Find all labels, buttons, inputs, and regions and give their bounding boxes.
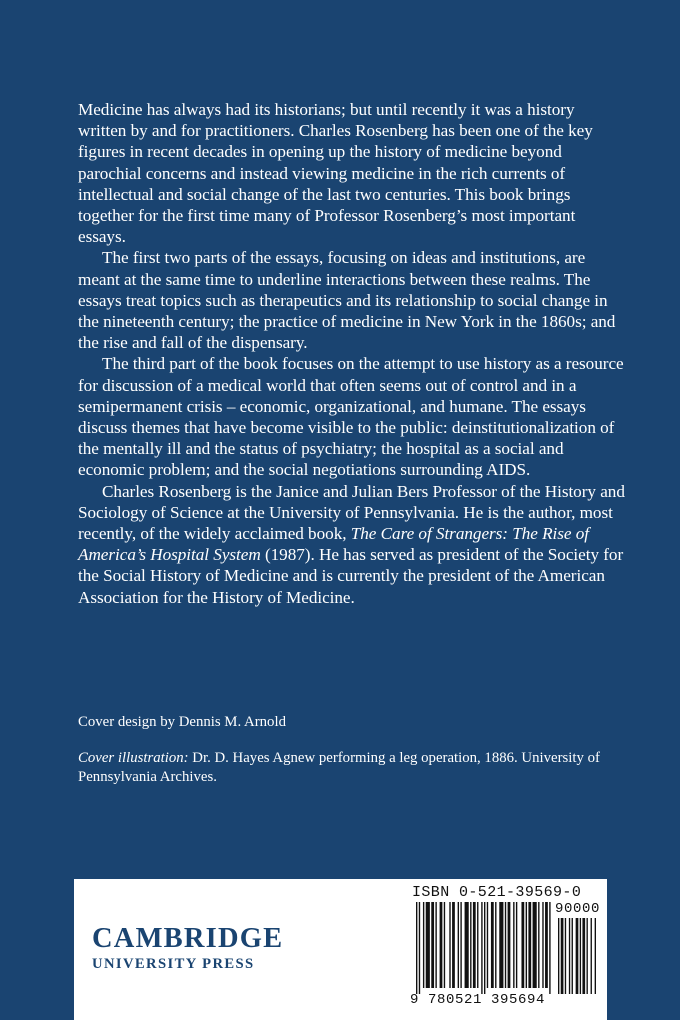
barcode-bar [521, 902, 524, 988]
barcode-bar [458, 902, 459, 988]
barcode-bar [484, 902, 485, 994]
barcode-addon-bar [595, 918, 596, 994]
barcode-addon-bar [558, 918, 559, 994]
barcode [404, 885, 600, 1013]
barcode-bar [470, 902, 471, 988]
author-bio-text-end: (1987). He has served as president of the Society for the Social History of Medicine and is currently the president of the American Association for the History of Medicine. [78, 545, 624, 607]
barcode-bar [526, 902, 527, 988]
barcode-bars [416, 902, 600, 994]
blurb-paragraph-2: The first two parts of the essays, focusing on ideas and institutions, are meant at the same time to underline interactions between these realms. The essays treat topics such as therapeutics and its relationship to social change in the nineteenth century; the practice of medicine in New York in the 1860s; and the rise and fall of the dispensary. [78, 248, 616, 353]
barcode-bar [416, 902, 417, 994]
barcode-bar [449, 902, 450, 988]
cover-illustration-text: Dr. D. Hayes Agnew performing a leg operation, 1886. University of Pennsylvania Archives. [78, 749, 600, 785]
cover-design-credit: Cover design by Dennis M. Arnold [78, 714, 286, 730]
barcode-bar [505, 902, 506, 988]
barcode-bar [431, 902, 434, 988]
blurb-paragraph-3: The third part of the book focuses on the attempt to use history as a resource for discussion of a medical world that often seems out of control and in a semipermanent crisis – economic, organizational, and humane. The essays discuss themes that have become visible to the public: deinstitutionalization of the mentally ill and the status of psychiatry; the hospital as a social and economic problem; and the social negotiations surrounding AIDS. [78, 354, 624, 480]
barcode-bar [516, 902, 517, 988]
barcode-bar [481, 902, 482, 994]
barcode-bar [549, 902, 550, 994]
cover-illustration-credit [78, 749, 626, 788]
publisher-name: CAMBRIDGE [92, 923, 284, 954]
cover-credits [78, 713, 626, 788]
barcode-bar [545, 902, 548, 988]
book-title: The Care of Strangers: The Rise of America’s Hospital System [78, 524, 590, 565]
publisher-logo [92, 924, 283, 973]
barcode-bar [487, 902, 488, 988]
barcode-bar [426, 902, 430, 988]
barcode-bar [435, 902, 436, 988]
ean-number: 9 780521 395694 [410, 992, 546, 1008]
barcode-bar [495, 902, 496, 988]
author-bio-text: Charles Rosenberg is the Janice and Julian Bers Professor of the History and Sociology of Science at the University of Pennsylvania. He is the author, most recently, of the widely acclaimed book, [78, 481, 625, 544]
barcode-bar [513, 902, 514, 988]
cover-illustration-label: Cover illustration: [78, 749, 189, 766]
barcode-bar [533, 902, 537, 988]
blurb-paragraph-4 [78, 481, 626, 608]
barcode-addon-bar [561, 918, 564, 994]
barcode-bar [440, 902, 443, 988]
barcode-bar [528, 902, 531, 988]
barcode-bar [491, 902, 494, 988]
publisher-subtitle: UNIVERSITY PRESS [92, 956, 255, 972]
barcode-addon-bar [572, 918, 573, 994]
barcode-bar [460, 902, 461, 988]
barcode-bar [473, 902, 476, 988]
barcode-addon-bar [587, 918, 588, 994]
barcode-addon-bar [582, 918, 585, 994]
barcode-bar [452, 902, 455, 988]
blurb-text [78, 99, 626, 608]
barcode-addon-bar [565, 918, 566, 994]
price-code: 90000 [555, 901, 601, 917]
barcode-addon-bar [569, 918, 570, 994]
barcode-addon-bar [580, 918, 581, 994]
barcode-bar [508, 902, 511, 988]
barcode-bar [538, 902, 539, 988]
barcode-bar [444, 902, 445, 988]
barcode-addon-bar [576, 918, 579, 994]
barcode-bar [465, 902, 469, 988]
barcode-bar [423, 902, 424, 988]
barcode-bar [499, 902, 503, 988]
barcode-bar [542, 902, 543, 988]
barcode-addon-bar [591, 918, 592, 994]
isbn-label: ISBN 0-521-39569-0 [412, 884, 582, 901]
blurb-paragraph-1: Medicine has always had its historians; but until recently it was a history written by and for practitioners. Charles Rosenberg has been one of the key figures in recent decades in opening up the history of medicine beyond parochial concerns and instead viewing medicine in the rich currents of intellectual and social change of the last two centuries. This book brings together for the first time many of Professor Rosenberg’s most important essays. [78, 100, 593, 247]
barcode-bar [419, 902, 420, 994]
barcode-bar [477, 902, 478, 988]
